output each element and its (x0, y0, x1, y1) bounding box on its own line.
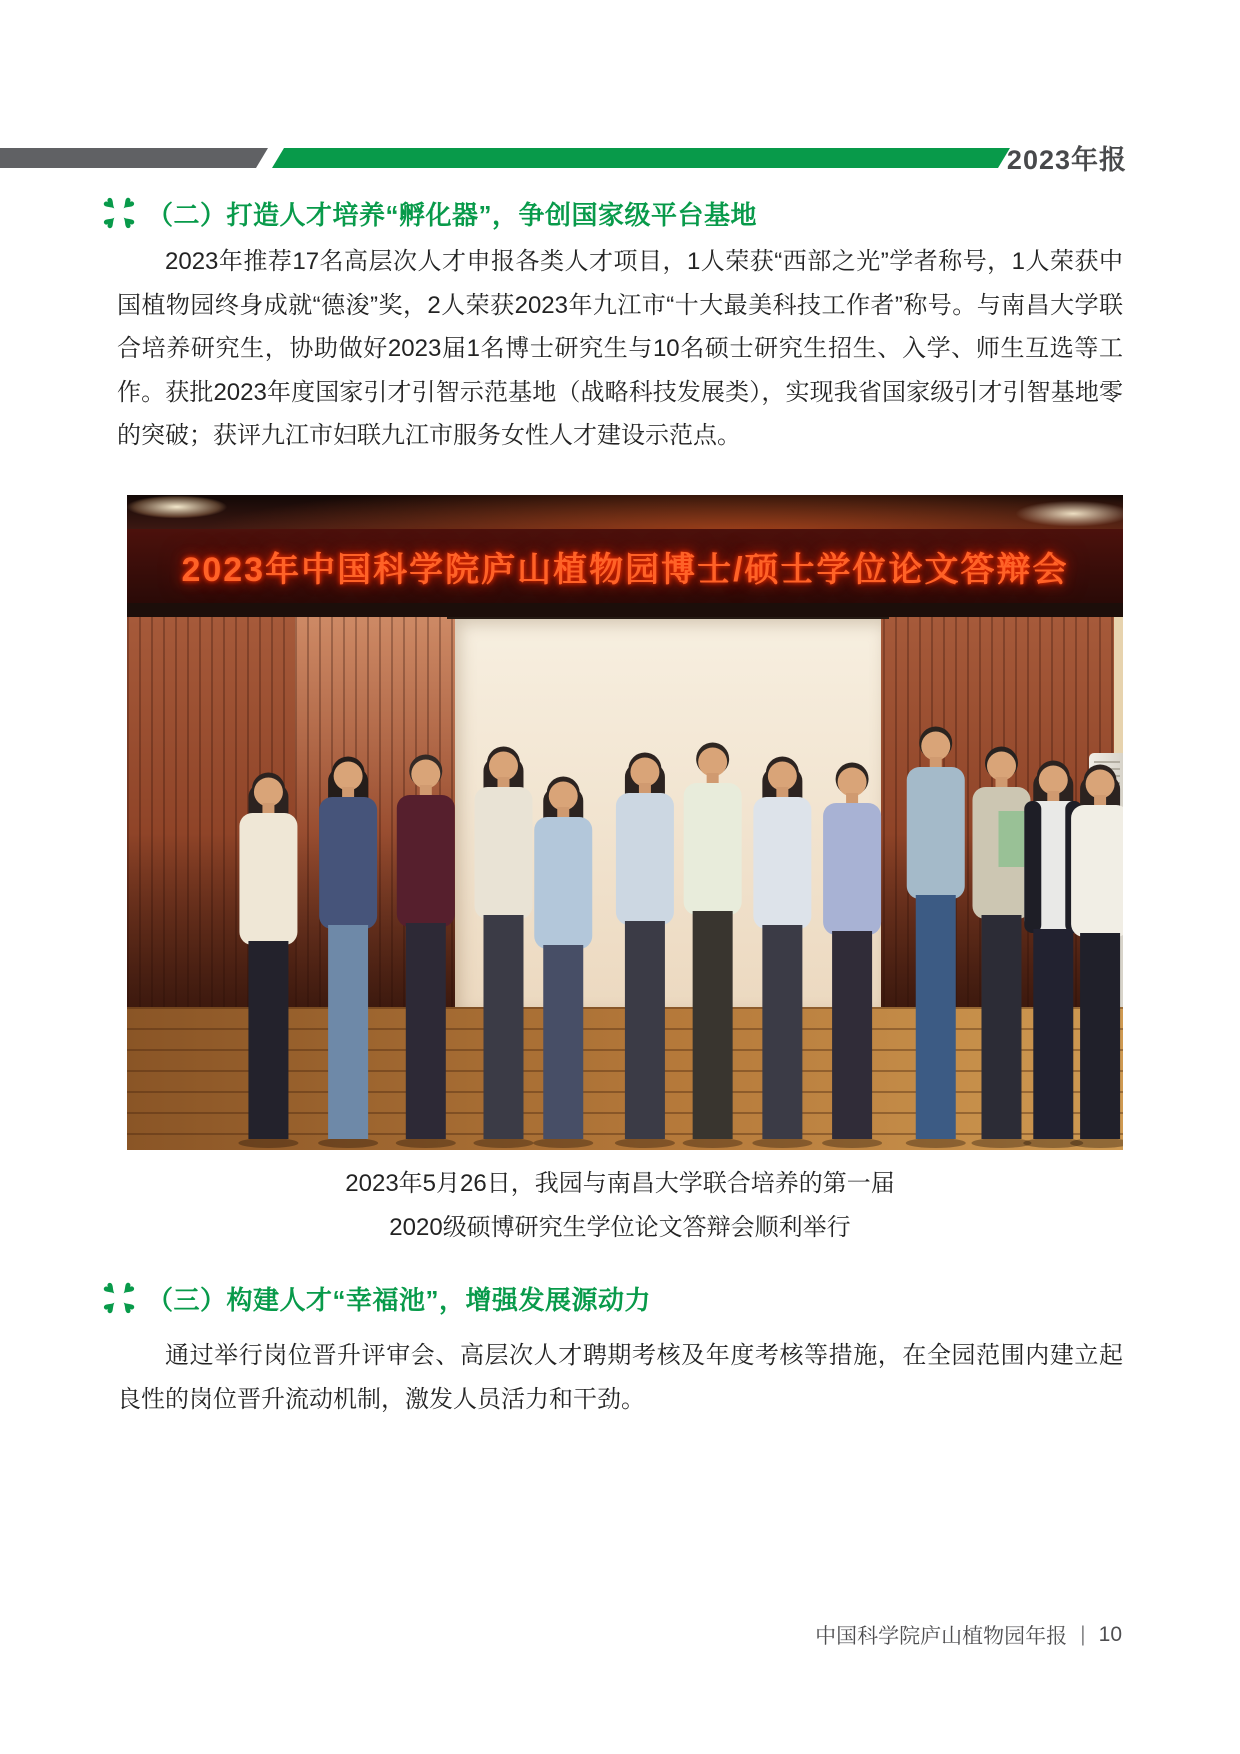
people-layer (127, 495, 1123, 1150)
page-number: 10 (1098, 1623, 1122, 1646)
photo-caption (120, 1162, 1120, 1250)
group-photo (127, 495, 1123, 1150)
led-banner-text: 2023年中国科学院庐山植物园博士/硕士学位论文答辩会 (181, 550, 1069, 589)
clover-icon (101, 1280, 138, 1317)
section-2-heading-text: （二）打造人才培养“孵化器”，争创国家级平台基地 (147, 199, 758, 230)
annual-report-badge: 2023年报 (1006, 145, 1127, 175)
section-3-paragraph: 通过举行岗位晋升评审会、高层次人才聘期考核及年度考核等措施，在全园范围内建立起良性的岗位晋升流动机制，激发人员活力和干劲。 (117, 1342, 1123, 1413)
clover-leaf (119, 213, 137, 231)
section-2-heading (101, 192, 757, 234)
photo-caption-line-2: 2020级硕博研究生学位论文答辩会顺利举行 (389, 1214, 851, 1241)
footer-report-name: 中国科学院庐山植物园年报 (815, 1625, 1068, 1648)
footer-separator: | (1080, 1623, 1086, 1646)
clover-leaf (119, 1298, 137, 1316)
section-3-heading-text: （三）构建人才“幸福池”，增强发展源动力 (147, 1284, 652, 1315)
section-3-heading (101, 1277, 651, 1319)
clover-icon (101, 195, 138, 232)
page-footer (815, 1620, 1122, 1650)
section-2-paragraph: 2023年推荐17名高层次人才申报各类人才项目，1人荣获“西部之光”学者称号，1人荣获中国植物园终身成就“德浚”奖，2人荣获2023年九江市“十大最美科技工作者”称号。与南昌大学联合培养研究生，协助做好2023届1名博士研究生与10名硕士研究生招生、入学、师生互选等工作。获批2023年度国家引才引智示范基地（战略科技发展类），实现我省国家级引才引智基地零的突破；获评九江市妇联九江市服务女性人才建设示范点。 (117, 248, 1123, 449)
photo-caption-line-1: 2023年5月26日，我园与南昌大学联合培养的第一届 (345, 1170, 895, 1197)
